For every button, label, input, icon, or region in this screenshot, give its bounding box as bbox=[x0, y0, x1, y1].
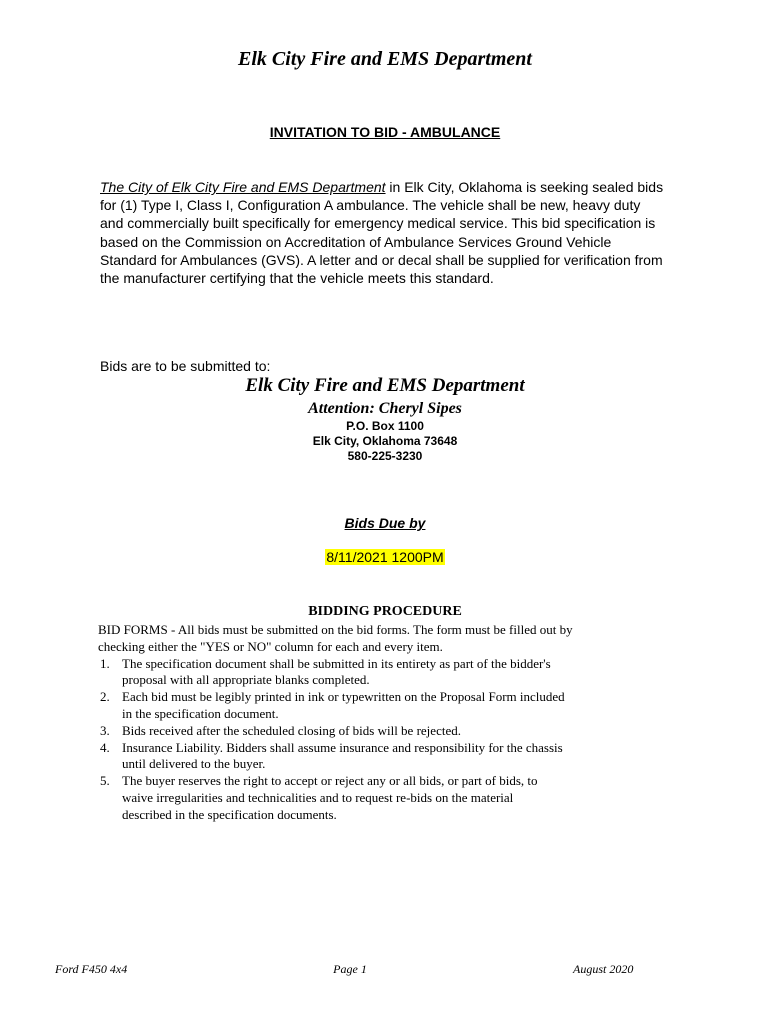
intro-line: based on the Commission on Accreditation of Ambulance Services Ground Vehicle bbox=[100, 233, 612, 250]
intro-underlined-lead: The City of Elk City Fire and EMS Department bbox=[100, 179, 386, 195]
procedure-item-line: Insurance Liability. Bidders shall assume insurance and responsibility for the chassis bbox=[122, 739, 563, 755]
submission-city-state-zip: Elk City, Oklahoma 73648 bbox=[312, 434, 458, 448]
submission-phone: 580-225-3230 bbox=[347, 449, 423, 463]
procedure-item bbox=[98, 740, 698, 774]
procedure-item-line: described in the specification documents. bbox=[122, 806, 337, 822]
procedure-item bbox=[98, 656, 698, 690]
procedure-item-line: The specification document shall be submitted in its entirety as part of the bidder's bbox=[122, 655, 551, 671]
procedure-item-number: 5. bbox=[100, 773, 110, 789]
footer-page-number: Page 1 bbox=[333, 962, 367, 976]
procedure-list bbox=[98, 656, 698, 824]
document-subtitle: INVITATION TO BID - AMBULANCE bbox=[269, 124, 501, 140]
bids-due-label: Bids Due by bbox=[344, 515, 426, 531]
footer-right: August 2020 bbox=[573, 962, 634, 976]
intro-line: and commercially built specifically for emergency medical service. This bid specification is bbox=[100, 215, 656, 232]
procedure-item bbox=[98, 773, 698, 823]
intro-line-rest: in Elk City, Oklahoma is seeking sealed bids bbox=[385, 179, 664, 195]
intro-line bbox=[100, 178, 720, 196]
submission-organization: Elk City Fire and EMS Department bbox=[245, 375, 525, 396]
document-title: Elk City Fire and EMS Department bbox=[238, 48, 532, 70]
procedure-item bbox=[98, 689, 698, 723]
intro-line: Standard for Ambulances (GVS). A letter and or decal shall be supplied for verification from bbox=[100, 251, 663, 268]
procedure-item-line: The buyer reserves the right to accept or reject any or all bids, or part of bids, to bbox=[122, 773, 538, 789]
bids-due-datetime bbox=[0, 549, 770, 565]
procedure-item-line: waive irregularities and technicalities and to request re-bids on the material bbox=[122, 789, 514, 805]
procedure-item-line: Each bid must be legibly printed in ink or typewritten on the Proposal Form included bbox=[122, 689, 565, 705]
intro-line: for (1) Type I, Class I, Configuration A ambulance. The vehicle shall be new, heavy duty bbox=[100, 197, 641, 214]
procedure-item-line: until delivered to the buyer. bbox=[122, 756, 266, 772]
submission-po-box: P.O. Box 1100 bbox=[346, 419, 424, 433]
procedure-item bbox=[98, 723, 698, 740]
highlighted-due-date: 8/11/2021 1200PM bbox=[326, 549, 444, 565]
procedure-intro-line: BID FORMS - All bids must be submitted on the bid forms. The form must be filled out by bbox=[98, 622, 573, 637]
procedure-item-number: 1. bbox=[100, 655, 110, 671]
intro-paragraph bbox=[100, 178, 720, 287]
procedure-item-line: Bids received after the scheduled closing of bids will be rejected. bbox=[122, 722, 461, 738]
procedure-item-number: 3. bbox=[100, 722, 110, 738]
intro-line: the manufacturer certifying that the vehicle meets this standard. bbox=[100, 270, 494, 287]
submission-label: Bids are to be submitted to: bbox=[100, 358, 271, 374]
procedure-item-line: in the specification document. bbox=[122, 705, 279, 721]
footer-left: Ford F450 4x4 bbox=[55, 962, 128, 976]
procedure-item-line: proposal with all appropriate blanks completed. bbox=[122, 672, 370, 688]
procedure-intro-line: checking either the "YES or NO" column for each and every item. bbox=[98, 638, 443, 654]
bidding-procedure-heading: BIDDING PROCEDURE bbox=[308, 604, 462, 619]
procedure-item-number: 4. bbox=[100, 739, 110, 755]
procedure-item-number: 2. bbox=[100, 689, 110, 705]
bidding-procedure-body bbox=[98, 622, 698, 824]
submission-attention: Attention: Cheryl Sipes bbox=[308, 400, 462, 417]
